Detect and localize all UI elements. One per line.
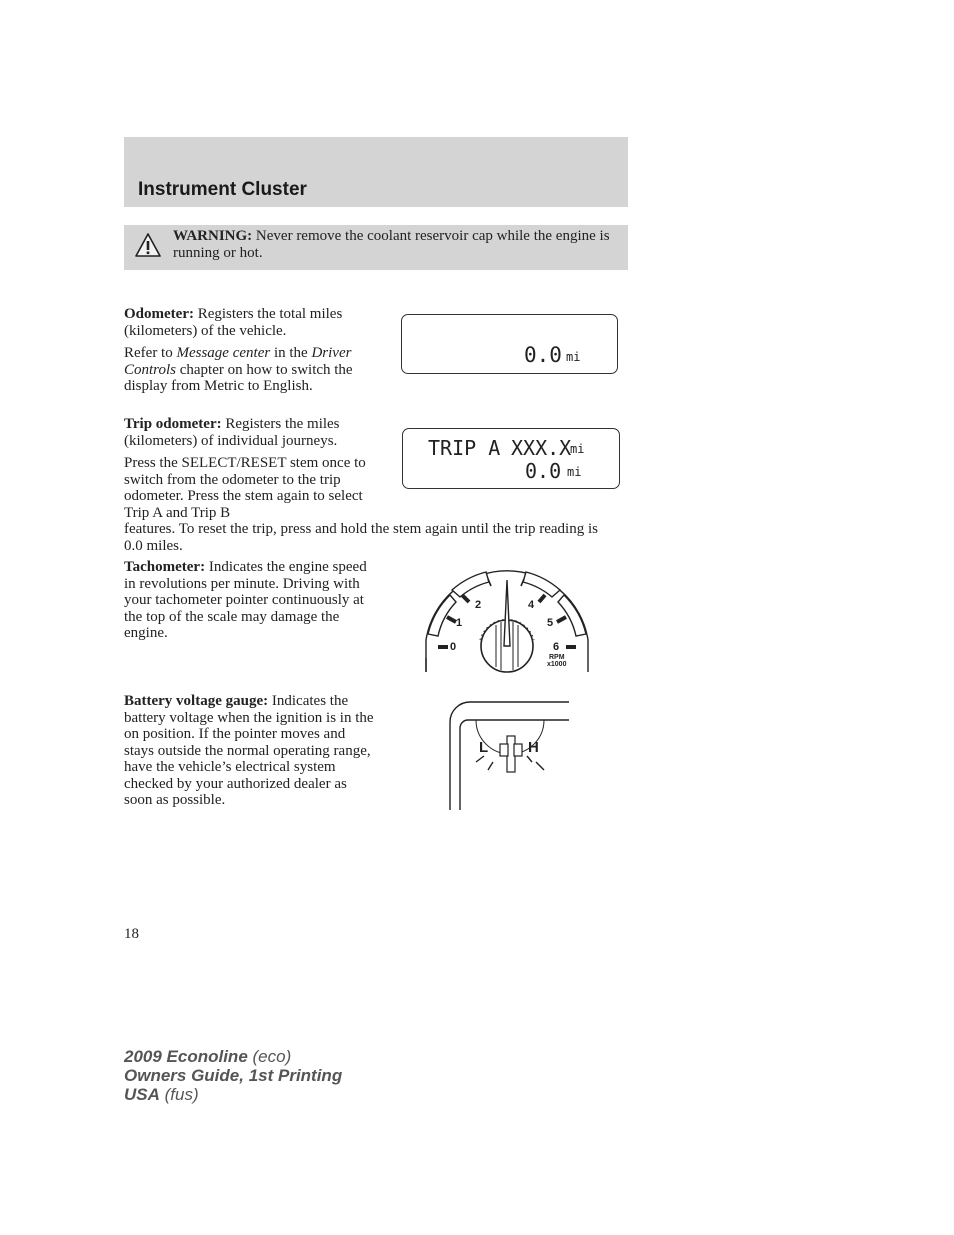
- battery-label: Battery voltage gauge:: [124, 693, 269, 709]
- footer-line-2: [124, 1066, 342, 1085]
- tick-mark: [539, 595, 545, 602]
- tachometer-needle: [504, 580, 510, 646]
- warning-label: WARNING:: [173, 228, 253, 244]
- trip-display-value: XXX.X: [511, 436, 572, 460]
- tick-label-0: 0: [450, 641, 457, 653]
- tick-label-4: 4: [528, 599, 535, 611]
- refer-mid: in the: [270, 345, 312, 361]
- trip-press-paragraph: Press the SELECT/RESET stem once to switch from the odometer to the trip odometer. Press the stem again to select Trip A and Trip B: [124, 455, 366, 521]
- odometer-label: Odometer:: [124, 306, 194, 322]
- footer-guide: Owners Guide, 1st Printing: [124, 1066, 343, 1085]
- footer-model-code: (eco): [247, 1047, 292, 1066]
- warning-message: Never remove the coolant reservoir cap while the engine is running or hot.: [173, 228, 610, 261]
- trip-odometer-label: Trip odometer:: [124, 416, 222, 432]
- page-number: 18: [124, 926, 139, 942]
- odometer-refer-paragraph: [124, 345, 378, 395]
- tachometer-bezel-segment: [523, 572, 560, 597]
- tick-label-6: 6: [553, 641, 560, 653]
- trip-odometer-section: [124, 416, 378, 521]
- refer-post: chapter on how to switch the display from Metric to English.: [124, 361, 353, 394]
- refer-driver-controls: Driver Controls: [124, 345, 352, 378]
- odometer-text: Registers the total miles (kilometers) of the vehicle.: [124, 306, 343, 339]
- odometer-display-value-2: 0.0: [525, 459, 562, 483]
- trip-display-label: TRIP A: [428, 436, 501, 460]
- trip-odometer-text: Registers the miles (kilometers) of individual journeys.: [124, 416, 340, 449]
- trip-display-unit: mi: [570, 442, 585, 456]
- battery-voltage-gauge: [446, 700, 572, 812]
- tachometer-gauge: [420, 562, 595, 674]
- section-title: Instrument Cluster: [138, 179, 307, 200]
- refer-pre: Refer to: [124, 345, 177, 361]
- footer-model: 2009 Econoline: [124, 1047, 248, 1066]
- tick-label-2: 2: [475, 599, 482, 611]
- odometer-display: [401, 314, 618, 374]
- footer-line-1: [124, 1047, 342, 1066]
- footer-region: USA: [124, 1085, 160, 1104]
- odometer-display-unit: mi: [566, 350, 581, 364]
- warning-box: [124, 225, 628, 270]
- rpm-multiplier: x1000: [547, 661, 567, 668]
- battery-text: Indicates the battery voltage when the ignition is in the on position. If the pointer moves and stays outside the normal operating range, have the vehicle’s electrical system checked by your authorized dealer as soon as possible.: [124, 693, 374, 808]
- tachometer-label: Tachometer:: [124, 559, 206, 575]
- odometer-display-value: 0.0: [524, 343, 562, 367]
- odometer-display-unit-2: mi: [567, 465, 582, 479]
- tachometer-bezel-segment: [452, 572, 489, 597]
- tachometer-bezel-segment: [558, 595, 586, 636]
- tachometer-text: Indicates the engine speed in revolutions per minute. Driving with your tachometer pointer continuously at the top of the scale may damage the engine.: [124, 559, 367, 641]
- odometer-section: [124, 306, 378, 401]
- battery-low-label: L: [479, 739, 489, 756]
- rpm-label: RPM: [549, 654, 565, 661]
- battery-icon: [500, 744, 508, 756]
- section-header: [124, 137, 628, 207]
- tick-mark: [447, 617, 456, 622]
- footer-publication-info: [124, 1047, 342, 1104]
- battery-paragraph: [124, 693, 378, 809]
- tick-mark: [462, 595, 469, 602]
- tachometer-bezel-segment: [428, 595, 456, 636]
- odometer-paragraph: [124, 306, 378, 339]
- battery-section: [124, 693, 378, 815]
- tick-label-5: 5: [547, 617, 554, 629]
- refer-message-center: Message center: [176, 345, 271, 361]
- footer-region-code: (fus): [159, 1085, 199, 1104]
- battery-high-label: H: [528, 739, 539, 756]
- tachometer-section: [124, 559, 374, 648]
- footer-line-3: [124, 1085, 342, 1104]
- tick-label-1: 1: [456, 617, 463, 629]
- tachometer-paragraph: [124, 559, 374, 642]
- tick-mark: [557, 617, 566, 622]
- trip-odometer-display: [402, 428, 620, 489]
- trip-odometer-paragraph: [124, 416, 378, 449]
- warning-triangle-icon: [134, 231, 162, 259]
- trip-press-continuation: features. To reset the trip, press and hold the stem again until the trip reading is 0.0 miles.: [124, 521, 598, 554]
- warning-text: [173, 228, 613, 261]
